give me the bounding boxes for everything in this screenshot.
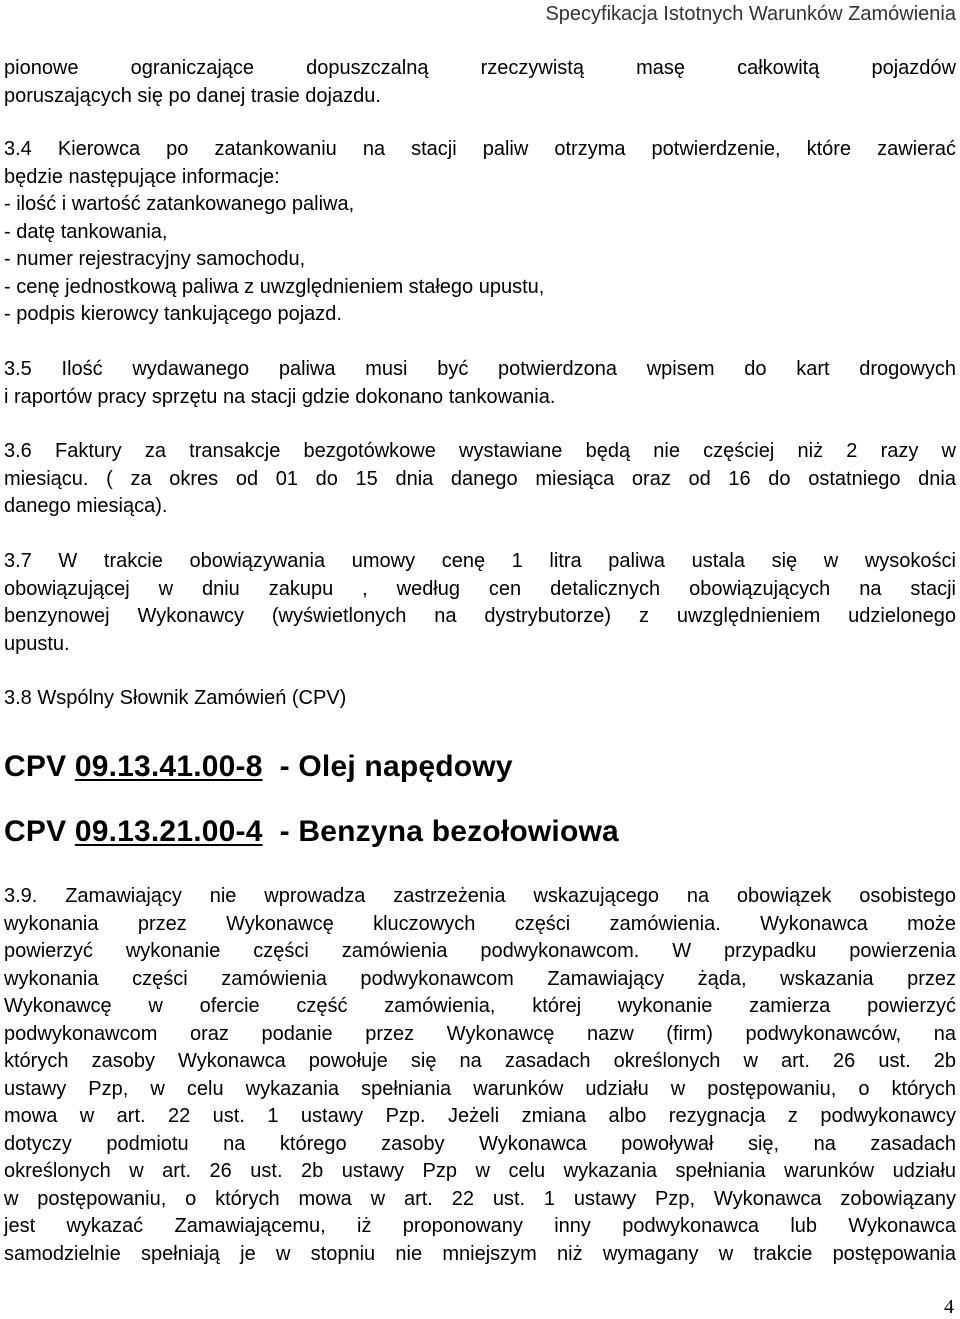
section-3-7-line-2: obowiązującej w dniu zakupu , według cen detalicznych obowiązujących na stacji <box>4 577 956 600</box>
section-3-6-line-1: 3.6 Faktury za transakcje bezgotówkowe wystawiane będą nie częściej niż 2 razy w <box>4 440 956 462</box>
section-3-9-line: jest wykazać Zamawiającemu, iż proponowany inny podwykonawca lub Wykonawca <box>4 1215 956 1237</box>
section-3-9-line: których zasoby Wykonawca powołuje się na zasadach określonych w art. 26 ust. 2b <box>4 1050 956 1072</box>
section-3-9-line: określonych w art. 26 ust. 2b ustawy Pzp w celu wykazania spełniania warunków udziału <box>4 1160 956 1182</box>
section-3-5 <box>4 356 956 411</box>
section-3-9-line: Wykonawcę w ofercie część zamówienia, której wykonanie zamierza powierzyć <box>4 995 956 1017</box>
list-item: - datę tankowania, <box>4 220 168 243</box>
document-header-title: Specyfikacja Istotnych Warunków Zamówienia <box>545 3 956 25</box>
section-3-9 <box>4 883 956 1268</box>
section-3-9-line: wykonania części zamówienia podwykonawcom Zamawiający żąda, wskazania przez <box>4 967 956 990</box>
section-3-9-line: samodzielnie spełniają je w stopniu nie mniejszym niż wymagany w trakcie postępowania <box>4 1242 956 1265</box>
section-3-8-heading: 3.8 Wspólny Słownik Zamówień (CPV) <box>4 687 347 709</box>
section-3-5-line-1: 3.5 Ilość wydawanego paliwa musi być potwierdzona wpisem do kart drogowych <box>4 358 956 380</box>
cpv-prefix: CPV <box>4 750 75 783</box>
cpv-description: - Benzyna bezołowiowa <box>262 815 619 848</box>
list-item: - numer rejestracyjny samochodu, <box>4 248 306 270</box>
section-3-9-line: ustawy Pzp, w celu wykazania spełniania warunków udziału w postępowaniu, o których <box>4 1077 956 1100</box>
section-3-9-line: mowa w art. 22 ust. 1 ustawy Pzp. Jeżeli zmiana albo rezygnacja z podwykonawcy <box>4 1105 956 1127</box>
section-3-7-line-1: 3.7 W trakcie obowiązywania umowy cenę 1 litra paliwa ustala się w wysokości <box>4 550 956 572</box>
section-3-7-line-3: benzynowej Wykonawcy (wyświetlonych na dystrybutorze) z uwzględnieniem udzielonego <box>4 605 956 627</box>
cpv-prefix: CPV <box>4 815 75 848</box>
list-item: - cenę jednostkową paliwa z uwzględnieniem stałego upustu, <box>4 275 545 298</box>
section-3-9-line: podwykonawcom oraz podanie przez Wykonawcę nazw (firm) podwykonawców, na <box>4 1022 956 1045</box>
list-item: - podpis kierowcy tankującego pojazd. <box>4 303 342 325</box>
list-item: - ilość i wartość zatankowanego paliwa, <box>4 193 355 215</box>
section-3-9-line: wykonania przez Wykonawcę kluczowych części zamówienia. Wykonawca może <box>4 912 956 935</box>
cpv-code-petrol <box>4 815 619 849</box>
section-3-6 <box>4 438 956 521</box>
section-3-9-line: 3.9. Zamawiający nie wprowadza zastrzeżenia wskazującego na obowiązek osobistego <box>4 885 956 907</box>
intro-paragraph <box>4 55 956 110</box>
section-3-6-line-3: danego miesiąca). <box>4 495 168 517</box>
section-3-5-line-2: i raportów pracy sprzętu na stacji gdzie dokonano tankowania. <box>4 385 556 408</box>
section-3-9-line: powierzyć wykonanie części zamówienia podwykonawcom. W przypadku powierzenia <box>4 940 956 962</box>
section-3-9-line: dotyczy podmiotu na którego zasoby Wykonawca powoływał się, na zasadach <box>4 1132 956 1155</box>
section-3-4-line-1: 3.4 Kierowca po zatankowaniu na stacji paliw otrzyma potwierdzenie, które zawierać <box>4 138 956 160</box>
cpv-code-diesel <box>4 750 513 784</box>
intro-line-2: poruszających się po danej trasie dojazdu. <box>4 84 381 107</box>
section-3-8 <box>4 685 956 713</box>
section-3-4-line-2: będzie następujące informacje: <box>4 165 280 188</box>
intro-line-1: pionowe ograniczające dopuszczalną rzeczywistą masę całkowitą pojazdów <box>4 57 956 79</box>
section-3-4 <box>4 136 956 329</box>
section-3-6-line-2: miesiącu. ( za okres od 01 do 15 dnia danego miesiąca oraz od 16 do ostatniego dnia <box>4 467 956 490</box>
page-number: 4 <box>944 1296 954 1318</box>
section-3-7 <box>4 548 956 658</box>
cpv-code: 09.13.41.00-8 <box>74 750 263 783</box>
cpv-description: - Olej napędowy <box>262 750 513 783</box>
section-3-7-line-4: upustu. <box>4 632 70 655</box>
cpv-code: 09.13.21.00-4 <box>74 815 263 848</box>
section-3-9-line: w postępowaniu, o których mowa w art. 22 ust. 1 ustawy Pzp, Wykonawca zobowiązany <box>4 1187 956 1210</box>
